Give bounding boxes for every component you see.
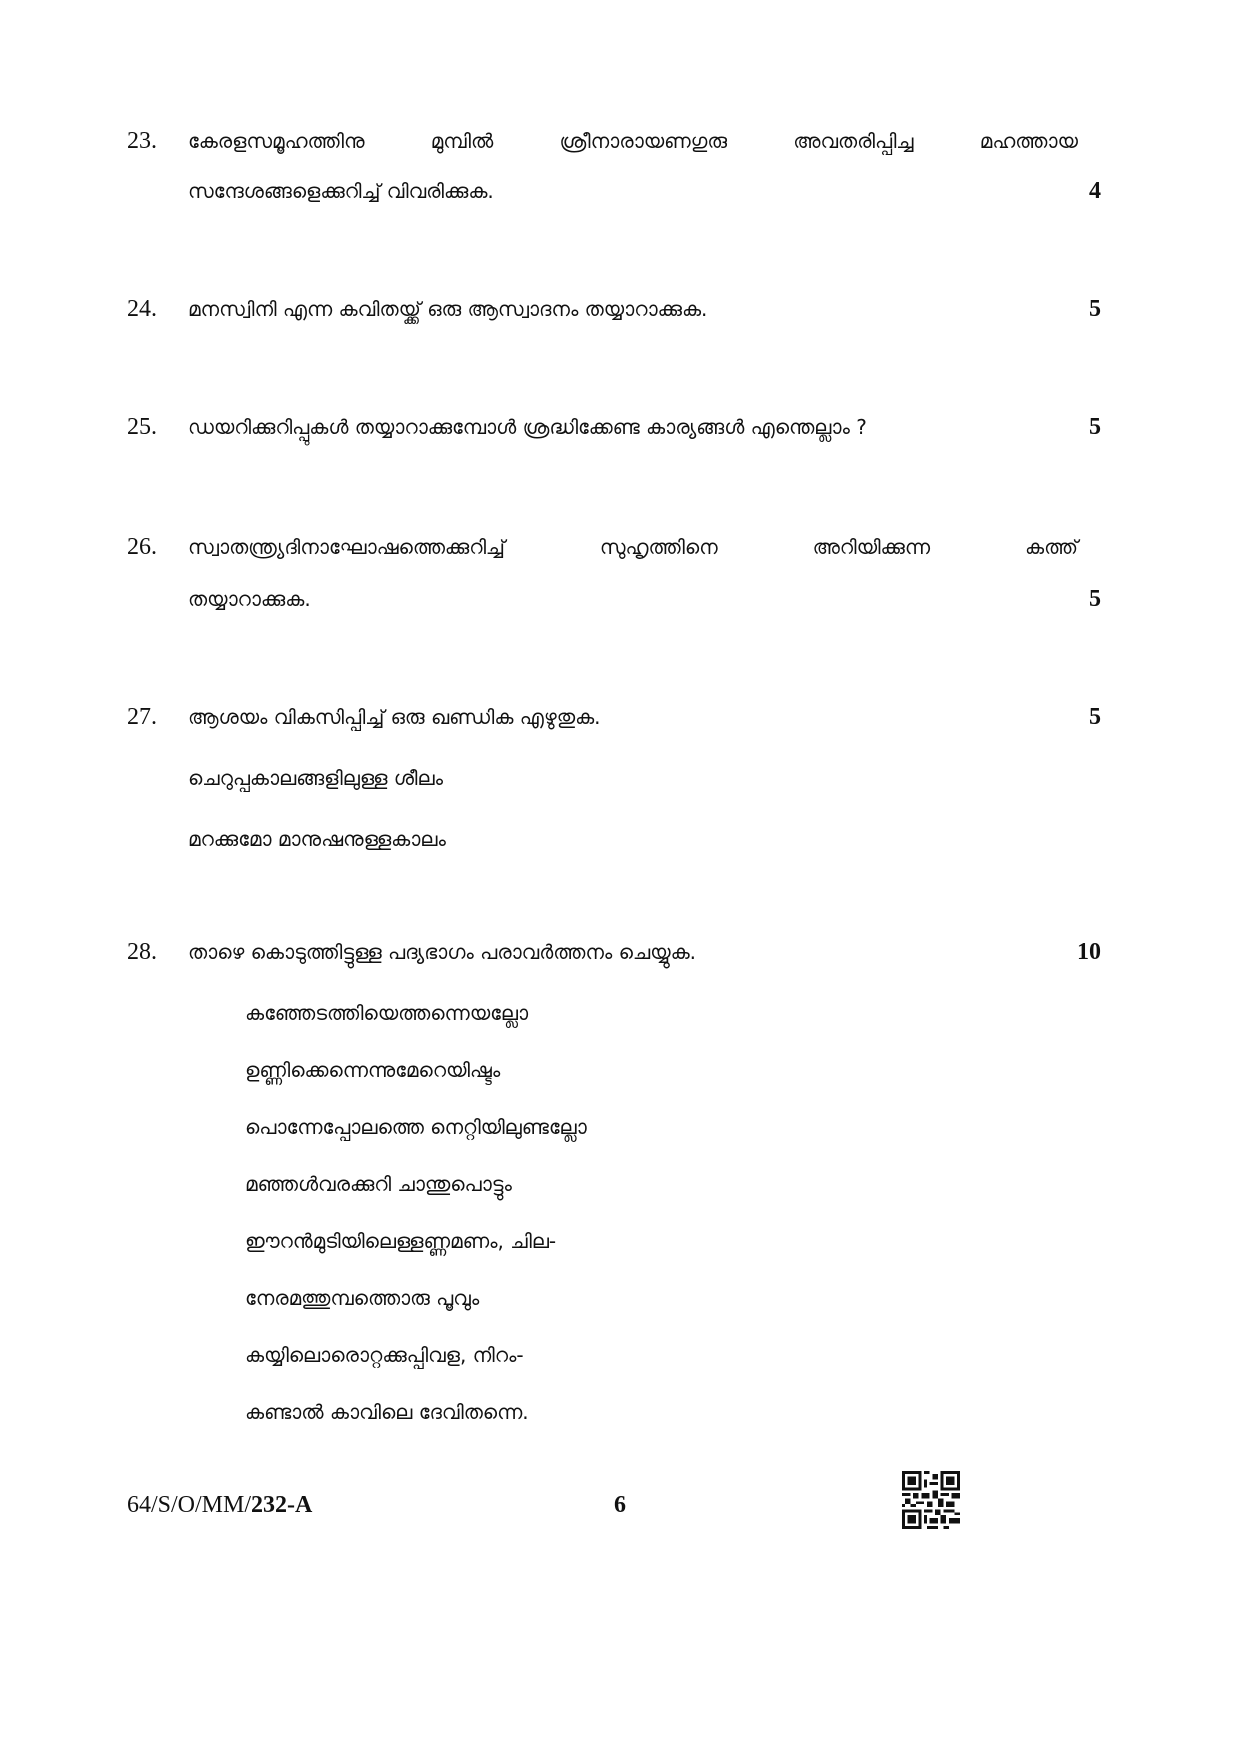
question-number: 25.	[127, 414, 157, 440]
paper-code-suffix: 232-A	[251, 1492, 313, 1518]
page-number: 6	[614, 1492, 626, 1518]
question-number: 28.	[127, 939, 157, 965]
question-text-line	[188, 126, 1078, 156]
question-text: ഡയറിക്കുറിപ്പുകൾ തയ്യാറാക്കുമ്പോൾ ശ്രദ്ധിക്കേണ്ട കാര്യങ്ങൾ എന്തെല്ലാം ?	[188, 415, 867, 439]
question-text: ആശയം വികസിപ്പിച്ച് ഒരു ഖണ്ഡിക എഴുതുക.	[188, 705, 601, 729]
poem-line: പൊന്നേപ്പോലത്തെ നെറ്റിയിലുണ്ടല്ലോ	[245, 1115, 587, 1139]
question-marks: 10	[1077, 939, 1101, 965]
question-marks: 5	[1089, 586, 1101, 612]
poem-line: മഞ്ഞൾവരക്കുറി ചാന്തുപൊട്ടും	[245, 1172, 512, 1196]
poem-line: കണ്ടാൽ കാവിലെ ദേവിതന്നെ.	[245, 1400, 529, 1424]
question-word: മുമ്പിൽ	[430, 129, 494, 153]
poem-line: കഞ്ഞേടത്തിയെത്തന്നെയല്ലോ	[245, 1001, 529, 1025]
poem-line: ഉണ്ണിക്കെന്നെന്നുമേറെയിഷ്ടം	[245, 1058, 501, 1082]
question-number: 26.	[127, 534, 157, 560]
question-word: സുഹൃത്തിനെ	[599, 535, 718, 559]
poem-line: ഈറൻമുടിയിലെള്ളണ്ണമണം, ചില-	[245, 1229, 557, 1253]
question-marks: 5	[1089, 296, 1101, 322]
question-word: സ്വാതന്ത്ര്യദിനാഘോഷത്തെക്കുറിച്ച്	[188, 535, 505, 559]
quote-line: ചെറുപ്പകാലങ്ങളിലുള്ള ശീലം	[188, 766, 443, 790]
question-word: അറിയിക്കുന്ന	[812, 535, 931, 559]
question-word: ശ്രീനാരായണഗുരു	[559, 129, 728, 153]
question-text-line: സന്ദേശങ്ങളെക്കുറിച്ച് വിവരിക്കുക.	[188, 179, 494, 203]
question-text: താഴെ കൊടുത്തിട്ടുള്ള പദ്യഭാഗം പരാവർത്തനം ചെയ്യുക.	[188, 940, 697, 964]
quote-line: മറക്കുമോ മാനുഷനുള്ളകാലം	[188, 827, 446, 851]
poem-line: നേരമത്തുമ്പത്തൊരു പൂവും	[245, 1286, 480, 1310]
question-word: കത്ത്	[1024, 535, 1078, 559]
question-number: 24.	[127, 296, 157, 322]
qr-code-icon	[902, 1471, 960, 1529]
paper-code	[127, 1490, 312, 1520]
question-marks: 5	[1089, 414, 1101, 440]
question-text: മനസ്വിനി എന്ന കവിതയ്ക്ക് ഒരു ആസ്വാദനം തയ്യാറാക്കുക.	[188, 297, 708, 321]
question-number: 27.	[127, 704, 157, 730]
question-marks: 5	[1089, 704, 1101, 730]
question-word: മഹത്തായ	[979, 129, 1078, 153]
paper-code-prefix: 64/S/O/MM/	[127, 1492, 252, 1518]
question-word: അവതരിപ്പിച്ച	[793, 129, 914, 153]
question-marks: 4	[1089, 178, 1101, 204]
question-number: 23.	[127, 128, 157, 154]
question-word: കേരളസമൂഹത്തിനു	[188, 129, 365, 153]
question-text-line	[188, 532, 1078, 562]
poem-line: കയ്യിലൊരൊറ്റക്കുപ്പിവള, നിറം-	[245, 1343, 524, 1367]
question-text-line: തയ്യാറാക്കുക.	[188, 587, 311, 611]
